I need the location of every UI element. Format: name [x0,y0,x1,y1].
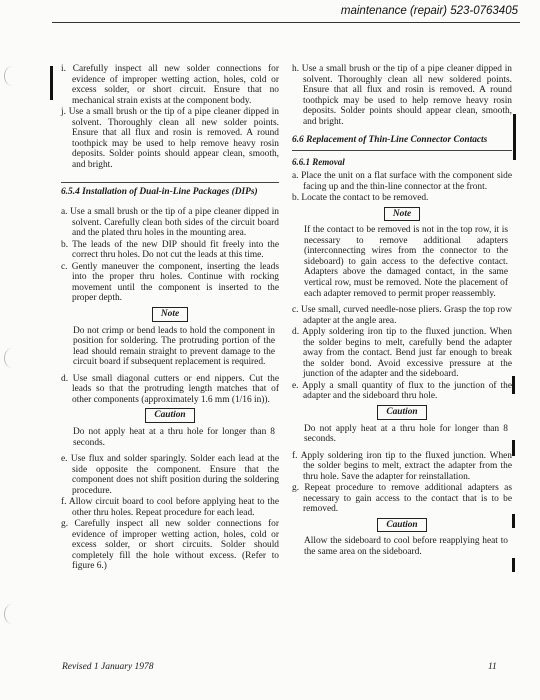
left-column [61,64,279,573]
binder-hole [4,348,21,368]
step-b: b. The leads of the new DIP should fit freely into the correct thru holes. Do not cut the leads at this time. [61,239,279,261]
step-b: b. Locate the contact to be removed. [292,193,429,204]
step-f: f. Apply soldering iron tip to the fluxed junction. When the solder begins to melt, extract the adapter from the thru hole. Save the adapter for reinstallation. [292,450,512,482]
step-a: a. Use a small brush or the tip of a pipe cleaner dipped in solvent. Carefully clean both sides of the circuit board and the plated thru holes in the mounting area. [61,207,279,239]
note-text: If the contact to be removed is not in the top row, it is necessary to remove additional adapters (interconnecting wires from the connector to the sideboard) to gain access to the defective contact. Adapters above the damaged contact, in the same vertical row, must be removed. Note the placement of each adapter removed to permit proper reassembly. [304,225,508,299]
step-d: d. Apply soldering iron tip to the fluxed junction. When the solder begins to melt, carefully bend the adapter away from the contact. Bend just far enough to break the solder bond. Avoid excessive pressure at the junction of the adapter and the sideboard. [292,327,512,380]
section-rule [292,150,512,151]
binder-hole [4,604,21,624]
step-e: e. Apply a small quantity of flux to the junction of the adapter and the sideboard thru hole. [292,380,512,402]
change-bar [50,66,53,100]
caution-label: Caution [145,408,194,423]
change-bar [513,114,516,160]
caution-label: Caution [377,405,426,420]
step-h: h. Use a small brush or the tip of a pipe cleaner dipped in solvent. Thoroughly clean all new soldered points. Ensure that all flux and rosin is removed. A round toothpick may be used to help remove heavy rosin deposits. Solder points should appear clean, smooth, and bright. [292,64,512,127]
page-number: 11 [488,662,497,672]
step-d: d. Use small diagonal cutters or end nippers. Cut the leads so that the protruding length matches that of other components (approximately 1.6 mm (1/16 in)). [61,373,279,405]
change-bar [512,376,515,394]
subsection-heading: 6.6.1 Removal [292,157,345,167]
change-bar [512,514,515,528]
document-header: maintenance (repair) 523-0763405 [340,5,518,17]
section-heading: 6.6 Replacement of Thin-Line Connector Contacts [292,135,488,146]
step-g: g. Repeat procedure to remove additional adapters as necessary to gain access to the contact that is to be removed. [292,483,512,515]
binder-hole [4,66,21,86]
section-rule [61,182,279,183]
step-f: f. Allow circuit board to cool before applying heat to the other thru holes. Repeat procedure for each lead. [61,497,279,518]
revision-date: Revised 1 January 1978 [62,662,154,672]
section-heading: 6.5.4 Installation of Dual-in-Line Packages (DIPs) [61,187,258,198]
note-label: Note [152,307,188,322]
step-g: g. Carefully inspect all new solder connections for evidence of improper wetting action, holes, cold or excess solder, or short circuits. Solder should completely fill the hole without excess. (Refer to figure 6.) [61,519,279,572]
change-bar [512,440,515,456]
step-i: i. Carefully inspect all new solder connections for evidence of improper wetting action, holes, cold or excess solder, or short circuit. Ensure that no mechanical strain exists at the component body. [61,64,279,106]
step-j: j. Use a small brush or the tip of a pipe cleaner dipped in solvent. Thoroughly clean all new solder points. Ensure that all flux and rosin is removed. A round toothpick may be used to help remove heavy rosin deposits. Solder points should appear clean, smooth, and bright. [61,107,279,170]
change-bar [512,558,515,572]
caution-label: Caution [377,518,426,533]
caution-text: Do not apply heat at a thru hole for longer than 8 seconds. [304,423,508,445]
caution-text: Allow the sideboard to cool before reapplying heat to the same area on the sideboard. [304,536,508,558]
caution-text: Do not apply heat at a thru hole for longer than 8 seconds. [73,427,275,448]
note-label: Note [384,207,420,222]
step-a: a. Place the unit on a flat surface with the component side facing up and the thin-line connector at the front. [292,171,512,192]
header-rule [52,22,520,23]
step-c: c. Gently maneuver the component, inserting the leads into the proper thru holes. Continue with rocking movement until the component is inserted to the proper depth. [61,261,279,304]
step-e: e. Use flux and solder sparingly. Solder each lead at the side opposite the component. Ensure that the component does not shift position during the soldering procedure. [61,454,279,496]
step-c: c. Use small, curved needle-nose pliers. Grasp the top row adapter at the angle area. [292,305,512,326]
right-column [292,64,512,564]
note-text: Do not crimp or bend leads to hold the component in position for soldering. The protruding portion of the lead should remain straight to prevent damage to the circuit board if subsequent replacement is required. [73,325,275,368]
